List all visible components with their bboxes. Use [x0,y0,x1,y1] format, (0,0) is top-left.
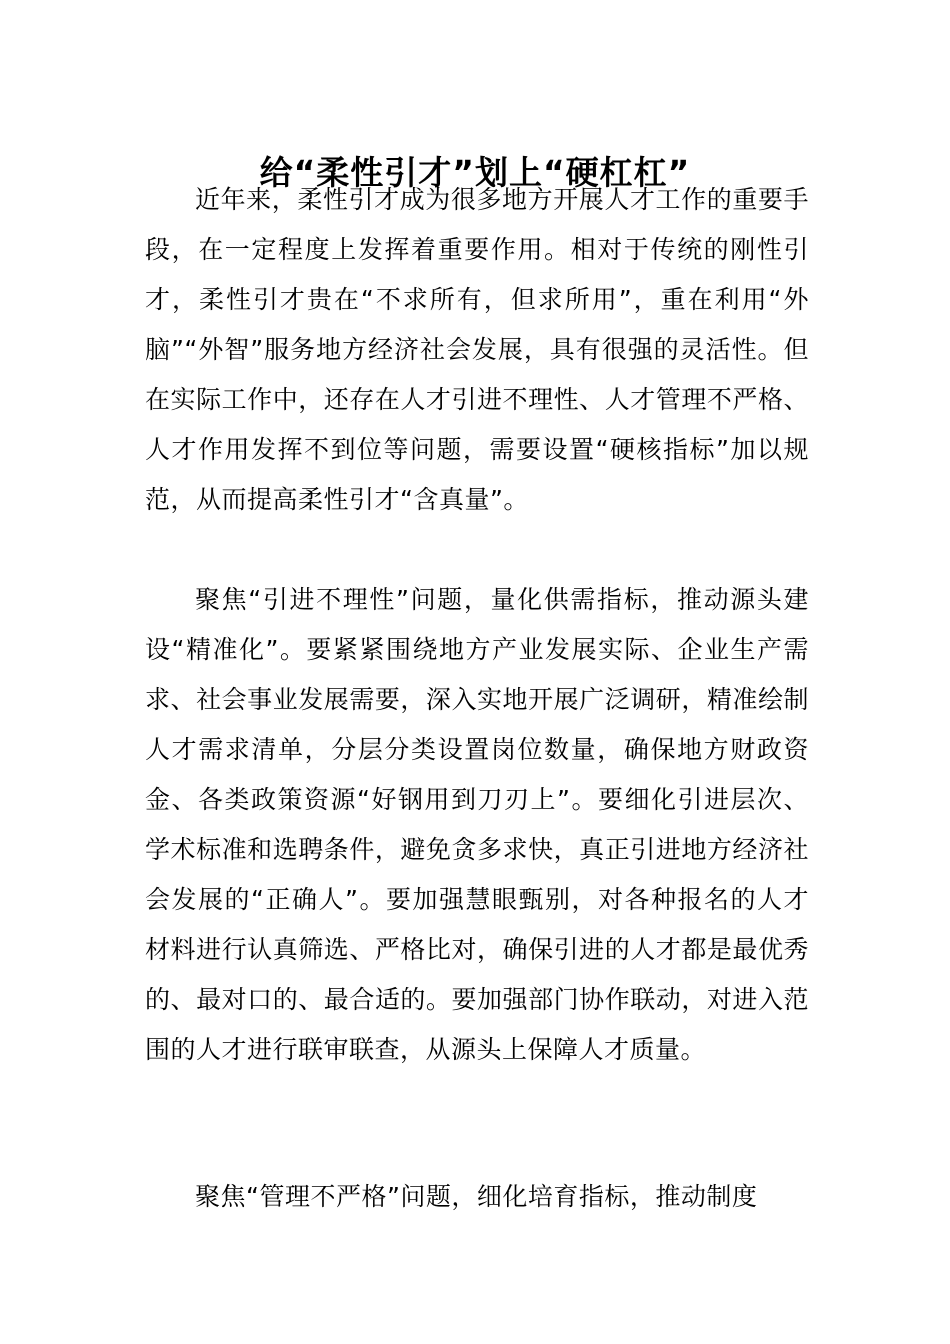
paragraph-intro: 近年来，柔性引才成为很多地方开展人才工作的重要手段，在一定程度上发挥着重要作用。相对于传统的刚性引才，柔性引才贵在“不求所有，但求所用”，重在利用“外脑”“外智”服务地方经济社会发展，具有很强的灵活性。但在实际工作中，还存在人才引进不理性、人才管理不严格、人才作用发挥不到位等问题，需要设置“硬核指标”加以规范，从而提高柔性引才“含真量”。 [145,185,809,514]
paragraph-management-issue: 聚焦“管理不严格”问题，细化培育指标，推动制度 [195,1182,758,1211]
paragraph-introduction-issue: 聚焦“引进不理性”问题，量化供需指标，推动源头建设“精准化”。要紧紧围绕地方产业发展实际、企业生产需求、社会事业发展需要，深入实地开展广泛调研，精准绘制人才需求清单，分层分类设置岗位数量，确保地方财政资金、各类政策资源“好钢用到刀刃上”。要细化引进层次、学术标准和选聘条件，避免贪多求快，真正引进地方经济社会发展的“正确人”。要加强慧眼甄别，对各种报名的人才材料进行认真筛选、严格比对，确保引进的人才都是最优秀的、最对口的、最合适的。要加强部门协作联动，对进入范围的人才进行联审联查，从源头上保障人才质量。 [145,585,809,1064]
document-title: 给“柔性引才”划上“硬杠杠” [259,153,691,193]
